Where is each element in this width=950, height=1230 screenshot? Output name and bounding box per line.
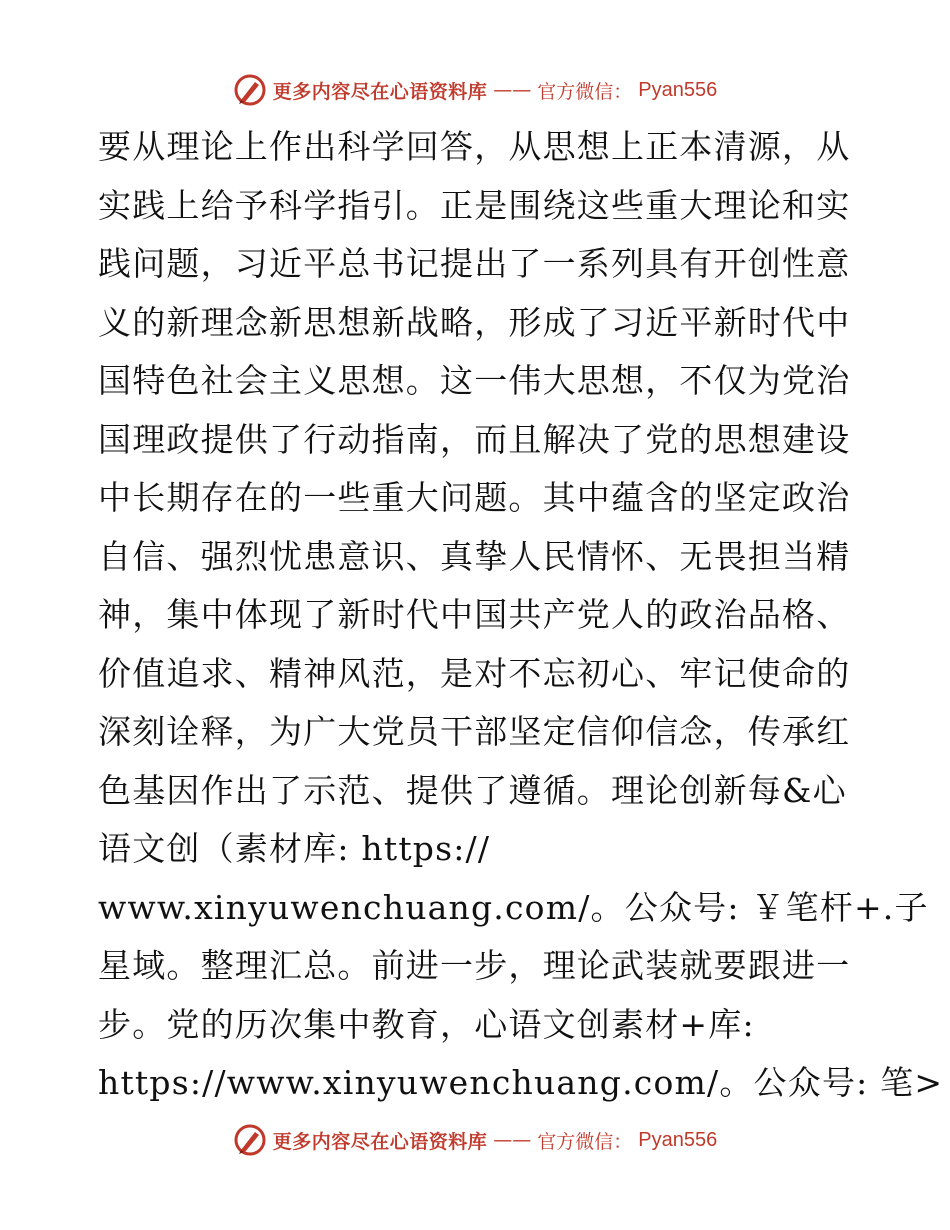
banner-wechat-label: 官方微信： (537, 80, 633, 103)
text-line: 神，集中体现了新时代中国共产党人的政治品格、 (98, 595, 851, 634)
banner-slogan: 更多内容尽在心语资料库 (272, 80, 488, 103)
text-line: 步。党的历次集中教育，心语文创素材+库: (98, 1004, 755, 1044)
text-line: 实践上给予科学指引。正是围绕这些重大理论和实 (98, 185, 851, 225)
banner-wechat-id: Pyan556 (638, 1128, 718, 1151)
text-line: 语文创（素材库: https:// (98, 829, 491, 868)
footer-banner (0, 1120, 950, 1160)
banner-wechat-label: 官方微信： (537, 1130, 633, 1153)
text-line: 中长期存在的一些重大问题。其中蕴含的坚定政治 (98, 478, 851, 517)
text-line: 国理政提供了行动指南，而且解决了党的思想建设 (98, 419, 851, 459)
banner-separator: —— (493, 1129, 532, 1151)
pen-logo-icon (233, 73, 267, 107)
pen-logo-icon (233, 1123, 267, 1157)
text-line: 色基因作出了示范、提供了遵循。理论创新每&心 (98, 770, 847, 810)
banner-separator: —— (493, 79, 532, 101)
text-line: https://www.xinyuwenchuang.com/。公众号: 笔> (98, 1063, 944, 1102)
banner-slogan: 更多内容尽在心语资料库 (272, 1130, 488, 1153)
text-line: 践问题，习近平总书记提出了一系列具有开创性意 (98, 244, 851, 283)
text-line: 深刻诠释，为广大党员干部坚定信仰信念，传承红 (98, 712, 851, 751)
text-line: 国特色社会主义思想。这一伟大思想，不仅为党治 (98, 361, 851, 400)
text-line: 星域。整理汇总。前进一步，理论武装就要跟进一 (98, 946, 851, 985)
banner-wechat-id: Pyan556 (638, 78, 718, 101)
header-banner (0, 70, 950, 110)
text-line: 价值追求、精神风范，是对不忘初心、牢记使命的 (98, 653, 851, 693)
text-line: 自信、强烈忧患意识、真挚人民情怀、无畏担当精 (98, 536, 851, 576)
document-body (98, 118, 944, 1113)
text-line: 义的新理念新思想新战略，形成了习近平新时代中 (98, 302, 851, 342)
text-line: www.xinyuwenchuang.com/。公众号: ￥笔杆+.子 (98, 887, 929, 927)
text-line: 要从理论上作出科学回答，从思想上正本清源，从 (98, 127, 851, 166)
